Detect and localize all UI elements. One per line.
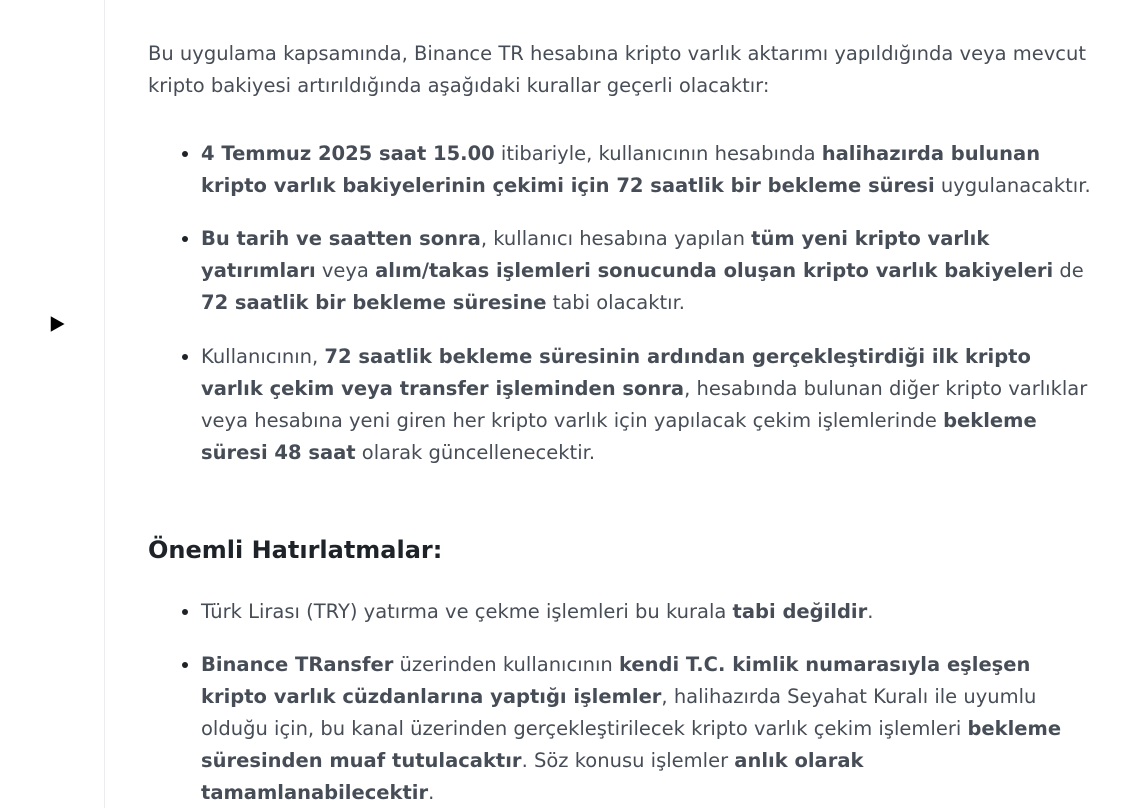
intro-paragraph: Bu uygulama kapsamında, Binance TR hesabına kripto varlık aktarımı yapıldığında veya mevcut kripto bakiyesi artırıldığında aşağıdaki kurallar geçerli olacaktır: — [148, 42, 1087, 97]
reminder-2-text-c: . Söz konusu işlemler — [521, 749, 735, 772]
reminder-1-text: Türk Lirası (TRY) yatırma ve çekme işlemleri bu kurala — [201, 600, 733, 623]
reminder-2-lead: Binance TRansfer — [201, 653, 394, 676]
rules-list — [201, 138, 1091, 469]
rule-2-text-b: veya — [315, 259, 376, 282]
rule-1-emphasis: halihazırda bulunan kripto varlık bakiyelerinin çekimi için 72 saatlik bir bekleme süresi — [201, 142, 1041, 197]
rule-3-end: olarak güncellenecektir. — [355, 441, 596, 464]
rule-item-2 — [201, 223, 1091, 319]
rule-2-emphasis-b: alım/takas işlemleri sonucunda oluşan kripto varlık bakiyeleri — [375, 259, 1054, 282]
reminder-2-emphasis-c: anlık olarak tamamlanabilecektir — [201, 749, 864, 804]
reminders-list — [201, 596, 1091, 809]
rule-2-lead: Bu tarih ve saatten sonra — [201, 227, 481, 250]
reminder-1-emphasis: tabi değildir — [732, 600, 868, 623]
rule-2-emphasis-c: 72 saatlik bir bekleme süresine — [201, 291, 547, 314]
rule-3-emphasis-a: 72 saatlik bekleme süresinin ardından gerçekleştirdiği ilk kripto varlık çekim veya transfer işleminden sonra — [201, 345, 1031, 400]
rule-3-text: , hesabında bulunan diğer kripto varlıklar veya hesabına yeni giren her kripto varlık için yapılacak çekim işlemlerinde — [201, 377, 1088, 432]
rule-1-text: itibariyle, kullanıcının hesabında — [494, 142, 822, 165]
reminder-item-2 — [201, 649, 1091, 809]
reminder-2-emphasis-b: bekleme süresinden muaf tutulacaktır — [201, 717, 1062, 772]
reminder-2-emphasis-a: kendi T.C. kimlik numarasıyla eşleşen kripto varlık cüzdanlarına yaptığı işlemler — [201, 653, 1031, 708]
left-rail — [0, 0, 105, 808]
rule-3-lead: Kullanıcının, — [201, 345, 325, 368]
rule-3-emphasis-b: bekleme süresi 48 saat — [201, 409, 1037, 464]
rule-2-text-a: , kullanıcı hesabına yapılan — [480, 227, 752, 250]
reminder-2-text-b: , halihazırda Seyahat Kuralı ile uyumlu olduğu için, bu kanal üzerinden gerçekleştirilecek kripto varlık çekim işlemleri — [201, 685, 1037, 740]
expand-arrow-icon[interactable] — [47, 313, 69, 335]
rule-item-1 — [201, 138, 1091, 202]
reminder-item-1 — [201, 596, 1091, 628]
rule-item-3 — [201, 341, 1091, 469]
reminder-2-text-a: üzerinden kullanıcının — [393, 653, 619, 676]
reminders-heading: Önemli Hatırlatmalar: — [148, 536, 443, 564]
rule-1-end: uygulanacaktır. — [934, 174, 1091, 197]
reminder-1-end: . — [867, 600, 874, 623]
rule-1-date: 4 Temmuz 2025 saat 15.00 — [201, 142, 495, 165]
reminder-2-end: . — [428, 781, 435, 804]
rule-2-text-c: de — [1053, 259, 1084, 282]
rule-2-end: tabi olacaktır. — [546, 291, 686, 314]
rule-2-emphasis-a: tüm yeni kripto varlık yatırımları — [201, 227, 990, 282]
